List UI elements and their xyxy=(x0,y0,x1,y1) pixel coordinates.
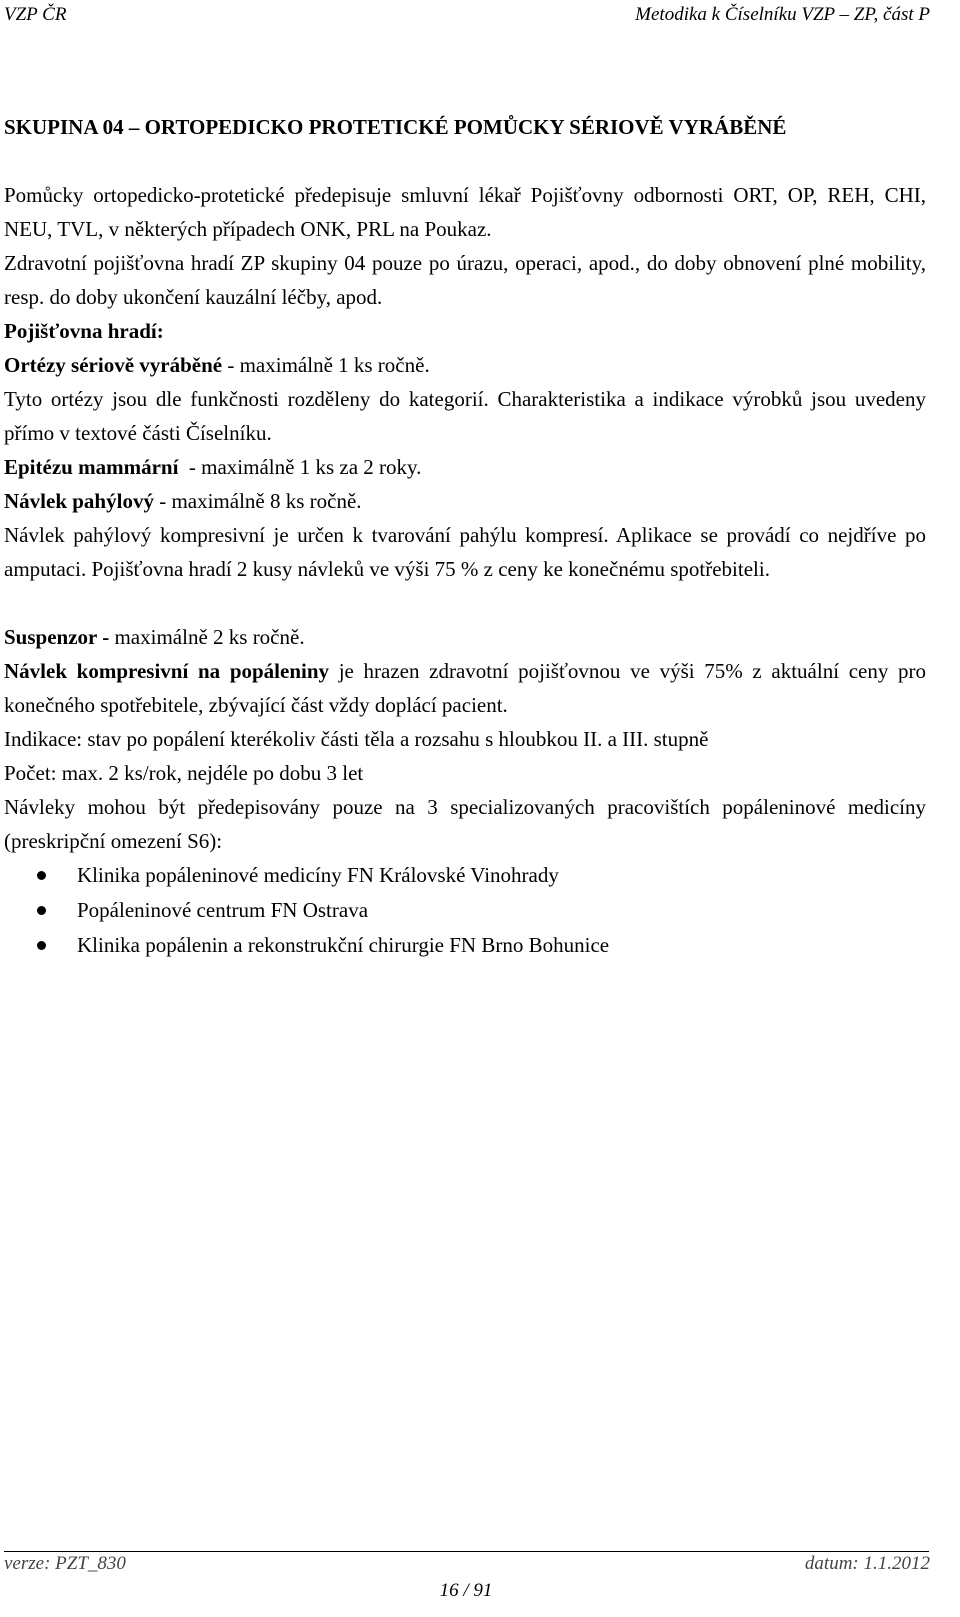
clinic-name: Klinika popálenin a rekonstrukční chirurgie FN Brno Bohunice xyxy=(77,933,610,957)
pocet-line: Počet: max. 2 ks/rok, nejdéle po dobu 3 let xyxy=(4,761,364,785)
navlek-pahylovy-limit: - maximálně 8 ks ročně. xyxy=(153,489,362,513)
suspenzor-limit: maximálně 2 ks ročně. xyxy=(114,625,305,649)
intro-paragraph-2: Zdravotní pojišťovna hradí ZP skupiny 04 pouze po úrazu, operaci, apod., do doby obnovení plné mobility, resp. do doby ukončení kauzální léčby, apod. xyxy=(4,251,926,309)
navlek-popaleniny-label-mid xyxy=(188,659,198,683)
navlek-pahylovy-label: Návlek pahýlový xyxy=(4,489,154,513)
page-header xyxy=(4,4,930,30)
bullet-icon xyxy=(37,871,46,880)
ortezy-label: Ortézy sériově vyráběné xyxy=(4,353,223,377)
footer-divider xyxy=(4,1551,929,1552)
navlek-pahylovy-description: Návlek pahýlový kompresivní je určen k tvarování pahýlu kompresí. Aplikace se provádí co nejdříve po amputaci. Pojišťovna hradí 2 kusy návleků ve výši 75 % z ceny ke konečnému spotřebiteli. xyxy=(4,523,926,581)
navlek-popaleniny-label-b: na popáleniny xyxy=(197,659,330,683)
navlek-popaleniny-text: je hrazen zdravotní pojišťovnou ve výši 75% z aktuální ceny pro konečného spotřebitele, zbývající část vždy doplácí pacient. xyxy=(4,659,927,717)
pays-heading: Pojišťovna hradí: xyxy=(4,319,164,343)
navlek-popaleniny-paragraph xyxy=(4,654,926,722)
navlek-pahylovy-line xyxy=(4,484,926,518)
list-item xyxy=(4,858,926,893)
document-body xyxy=(4,110,926,963)
footer-version: verze: PZT_830 xyxy=(4,1553,126,1574)
intro-paragraph-1: Pomůcky ortopedicko-protetické předepisuje smluvní lékař Pojišťovny odbornosti ORT, OP, REH, CHI, NEU, TVL, v některých případech ONK, PRL na Poukaz. xyxy=(4,183,926,241)
bullet-icon xyxy=(37,906,46,915)
ortezy-limit: - maximálně 1 ks ročně. xyxy=(222,353,430,377)
page-footer xyxy=(4,1553,930,1577)
ortezy-line xyxy=(4,348,926,382)
epiteza-line xyxy=(4,450,926,484)
restriction-paragraph: Návleky mohou být předepisovány pouze na 3 specializovaných pracovištích popáleninové medicíny (preskripční omezení S6): xyxy=(4,795,926,853)
bullet-icon xyxy=(37,941,46,950)
header-left: VZP ČR xyxy=(4,4,67,25)
clinic-name: Klinika popáleninové medicíny FN Královské Vinohrady xyxy=(77,863,559,887)
clinic-list xyxy=(4,858,926,963)
ortezy-description: Tyto ortézy jsou dle funkčnosti rozděleny do kategorií. Charakteristika a indikace výrobků jsou uvedeny přímo v textové části Číselníku. xyxy=(4,387,926,445)
blank-line xyxy=(4,586,926,620)
suspenzor-line xyxy=(4,620,926,654)
list-item xyxy=(4,928,926,963)
suspenzor-label: Suspenzor - xyxy=(4,625,115,649)
page-number: 16 / 91 xyxy=(439,1580,493,1601)
footer-date: datum: 1.1.2012 xyxy=(804,1553,930,1574)
clinic-name: Popáleninové centrum FN Ostrava xyxy=(77,898,369,922)
indikace-line: Indikace: stav po popálení kterékoliv části těla a rozsahu s hloubkou II. a III. stupně xyxy=(4,727,709,751)
section-title: SKUPINA 04 – ORTOPEDICKO PROTETICKÉ POMŮCKY SÉRIOVĚ VYRÁBĚNÉ xyxy=(4,115,787,139)
list-item xyxy=(4,893,926,928)
epiteza-limit: - maximálně 1 ks za 2 roky. xyxy=(178,455,422,479)
epiteza-label: Epitézu mammární xyxy=(4,455,179,479)
navlek-popaleniny-label-a: Návlek kompresivní xyxy=(4,659,189,683)
header-right: Metodika k Číselníku VZP – ZP, část P xyxy=(635,4,930,25)
